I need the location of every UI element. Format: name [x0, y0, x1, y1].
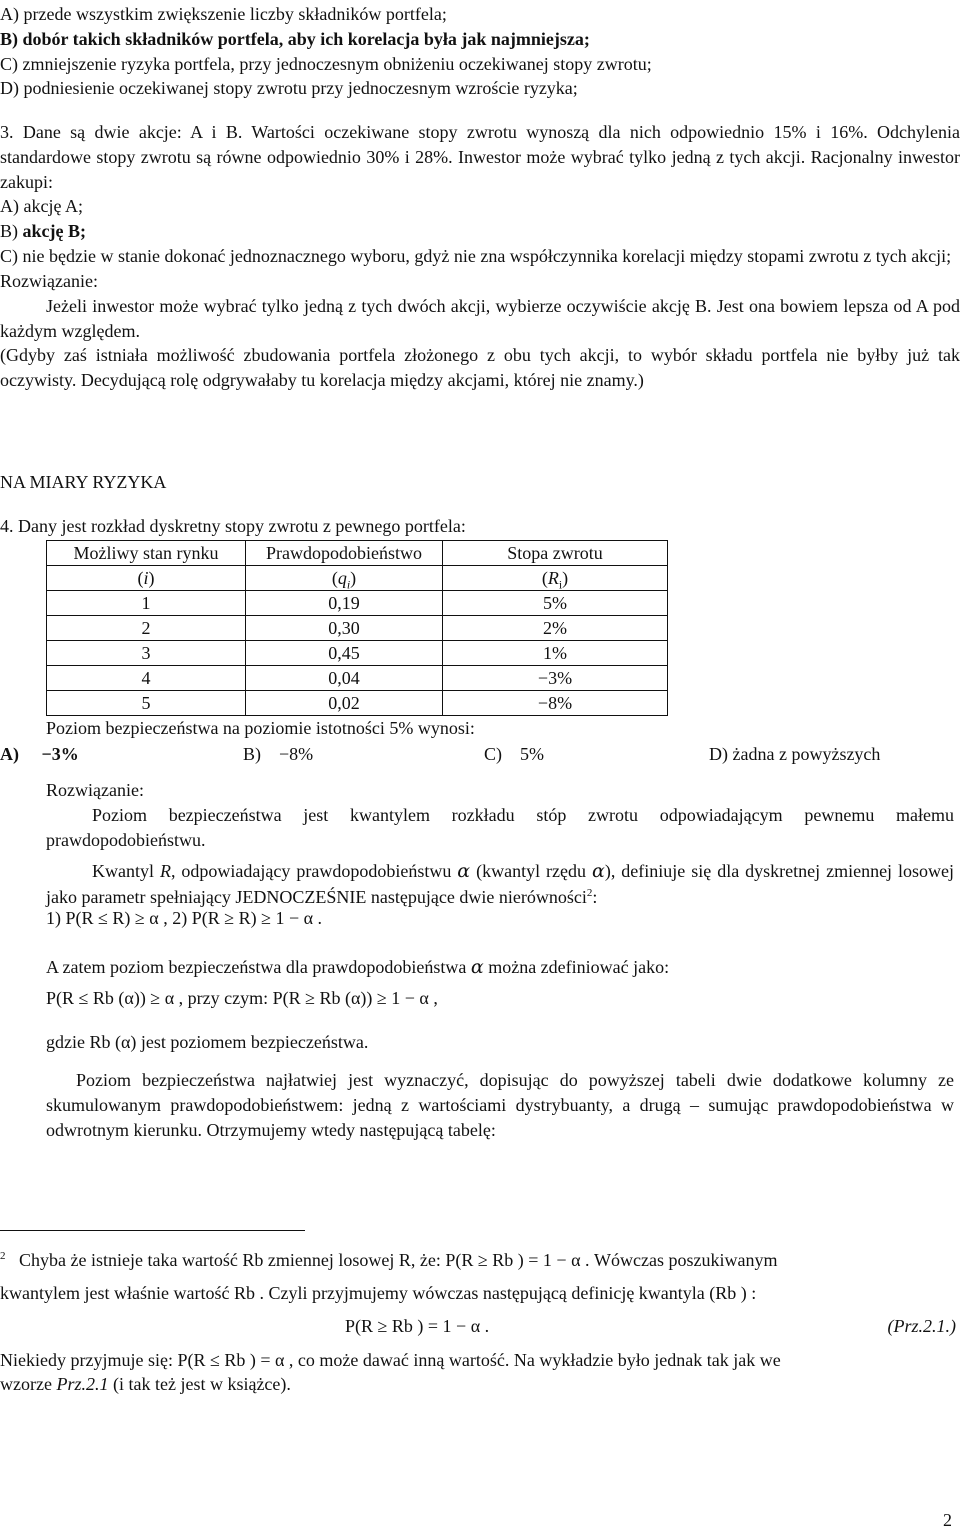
table-header-cell: Stopa zwrotu [443, 541, 668, 566]
question-4-option-a: A) −3% [0, 744, 79, 764]
question-3-solution-label: Rozwiązanie: [0, 270, 98, 291]
table-cell: 4 [47, 666, 246, 691]
table-subheader-cell: $(R_i)$ [443, 566, 668, 591]
table-cell: 0,30 [246, 616, 443, 641]
table-subheader-row [47, 566, 668, 591]
table-header-cell: Prawdopodobieństwo [246, 541, 443, 566]
prior-options [0, 2, 960, 101]
footnote-formula: P(R ≥ Rb ) = 1 − α . [345, 1315, 490, 1336]
table-row [47, 591, 668, 616]
table-subheader-cell: (i) [47, 566, 246, 591]
question-4-option-d: D) żadna z powyższych [709, 744, 881, 764]
question-4-option-b: B) −8% [243, 744, 314, 764]
table-cell: −3% [443, 666, 668, 691]
question-3-note: (Gdyby zaś istniała możliwość zbudowania portfela złożonego z obu tych akcji, to wybór składu portfela nie byłby już tak oczywisty. Decydującą rolę odgrywałaby tu korelacja między akcjami, której nie znamy.) [0, 345, 960, 391]
question-4-options [0, 742, 960, 770]
question-4-option-c: C) 5% [484, 744, 544, 764]
table-cell: 0,45 [246, 641, 443, 666]
question-3-option-b: B) akcję B; [0, 221, 86, 242]
table-header-cell: Możliwy stan rynku [47, 541, 246, 566]
question-3-option-a: A) akcję A; [0, 196, 83, 217]
table-cell: 1% [443, 641, 668, 666]
table-row [47, 616, 668, 641]
footnote-line-1: $^2$ Chyba że istnieje taka wartość Rb zmiennej losowej R, że: P(R ≥ Rb ) = 1 − α . Wówczas poszukiwanym [0, 1250, 778, 1270]
prior-option-d: D) podniesienie oczekiwanej stopy zwrotu przy jednoczesnym wzroście ryzyka; [0, 78, 578, 99]
question-4-text: 4. Dany jest rozkład dyskretny stopy zwrotu z pewnego portfela: [0, 516, 466, 536]
footnote-formula-row [0, 1314, 960, 1340]
question-3 [0, 120, 960, 393]
footnote-formula-tag: (Prz.2.1.) [887, 1315, 956, 1336]
footnote-line-4: Niekiedy przyjmuje się: P(R ≤ Rb ) = α , co może dawać inną wartość. Na wykładzie było jednak tak jak we [0, 1349, 781, 1370]
definition-formula: P(R ≤ Rb (α)) ≥ α , przy czym: P(R ≥ Rb (α)) ≥ 1 − α , [46, 988, 438, 1008]
table-header-row [47, 541, 668, 566]
solution-paragraph-2: Kwantyl R, odpowiadający prawdopodobieństwu α (kwantyl rzędu α), definiuje się dla dyskretnej zmiennej losowej jako parametr spełniający JEDNOCZEŚNIE następujące dwie nierówności$^2$: [46, 860, 955, 907]
table-cell: 5% [443, 591, 668, 616]
solution-paragraph-4: Poziom bezpieczeństwa najłatwiej jest wyznaczyć, dopisując do powyższej tabeli dwie dodatkowe kolumny ze skumulowanym prawdopodobieństwem: jedną z wartościami dystrybuanty, a drugą – sumując prawdopodobieństwa w odwrotnym kierunku. Otrzymujemy wtedy następującą tabelę: [46, 1070, 954, 1140]
table-row [47, 666, 668, 691]
footnote-line-5: wzorze Prz.2.1 (i tak też jest w książce). [0, 1374, 291, 1395]
section-heading: NA MIARY RYZYKA [0, 472, 167, 492]
table-row [47, 691, 668, 716]
table-cell: 0,02 [246, 691, 443, 716]
table-cell: 0,04 [246, 666, 443, 691]
question-4-prompt: Poziom bezpieczeństwa na poziomie istotności 5% wynosi: [46, 718, 475, 738]
footnote-line-2: kwantylem jest właśnie wartość Rb . Czyli przyjmujemy wówczas następującą definicję kwantyla (Rb ) : [0, 1282, 757, 1303]
question-3-solution-text: Jeżeli inwestor może wybrać tylko jedną z tych dwóch akcji, wybierze oczywiście akcję B. Jest ona bowiem lepsza od A pod każdym względem. [0, 295, 960, 341]
question-3-option-c: C) nie będzie w stanie dokonać jednoznacznego wyboru, gdyż nie zna współczynnika korelacji między stopami zwrotu z tych akcji; [0, 246, 952, 267]
table-row [47, 641, 668, 666]
inequalities-line: 1) P(R ≤ R) ≥ α , 2) P(R ≥ R) ≥ 1 − α . [46, 908, 323, 928]
distribution-table [46, 540, 668, 716]
table-cell: 2% [443, 616, 668, 641]
solution-paragraph-3: A zatem poziom bezpieczeństwa dla prawdopodobieństwa α można zdefiniować jako: [46, 956, 670, 978]
prior-option-b: B) dobór takich składników portfela, aby ich korelacja była jak najmniejsza; [0, 28, 590, 49]
table-cell: 2 [47, 616, 246, 641]
footnote [0, 1248, 960, 1397]
page-number: 2 [943, 1510, 952, 1530]
table-subheader-cell: $(q_i)$ [246, 566, 443, 591]
solution-label: Rozwiązanie: [46, 780, 144, 800]
table-cell: −8% [443, 691, 668, 716]
table-cell: 1 [47, 591, 246, 616]
footnote-rule [0, 1230, 305, 1231]
question-3-text: 3. Dane są dwie akcje: A i B. Wartości oczekiwane stopy zwrotu wynoszą dla nich odpowiednio 15% i 16%. Odchylenia standardowe stopy zwrotu są równe odpowiednio 30% i 28%. Inwestor może wybrać tylko jedną z tych akcji. Racjonalny inwestor zakupi: [0, 122, 960, 192]
solution-paragraph-1: Poziom bezpieczeństwa jest kwantylem rozkładu stóp zwrotu odpowiadającym pewnemu małemu prawdopodobieństwu. [46, 804, 954, 850]
prior-option-c: C) zmniejszenie ryzyka portfela, przy jednoczesnym obniżeniu oczekiwanej stopy zwrotu; [0, 53, 652, 74]
table-cell: 3 [47, 641, 246, 666]
question-4-solution [46, 778, 954, 910]
table-cell: 0,19 [246, 591, 443, 616]
prior-option-a: A) przede wszystkim zwiększenie liczby składników portfela; [0, 4, 447, 24]
table-cell: 5 [47, 691, 246, 716]
gdzie-line: gdzie Rb (α) jest poziomem bezpieczeństwa. [46, 1032, 369, 1052]
